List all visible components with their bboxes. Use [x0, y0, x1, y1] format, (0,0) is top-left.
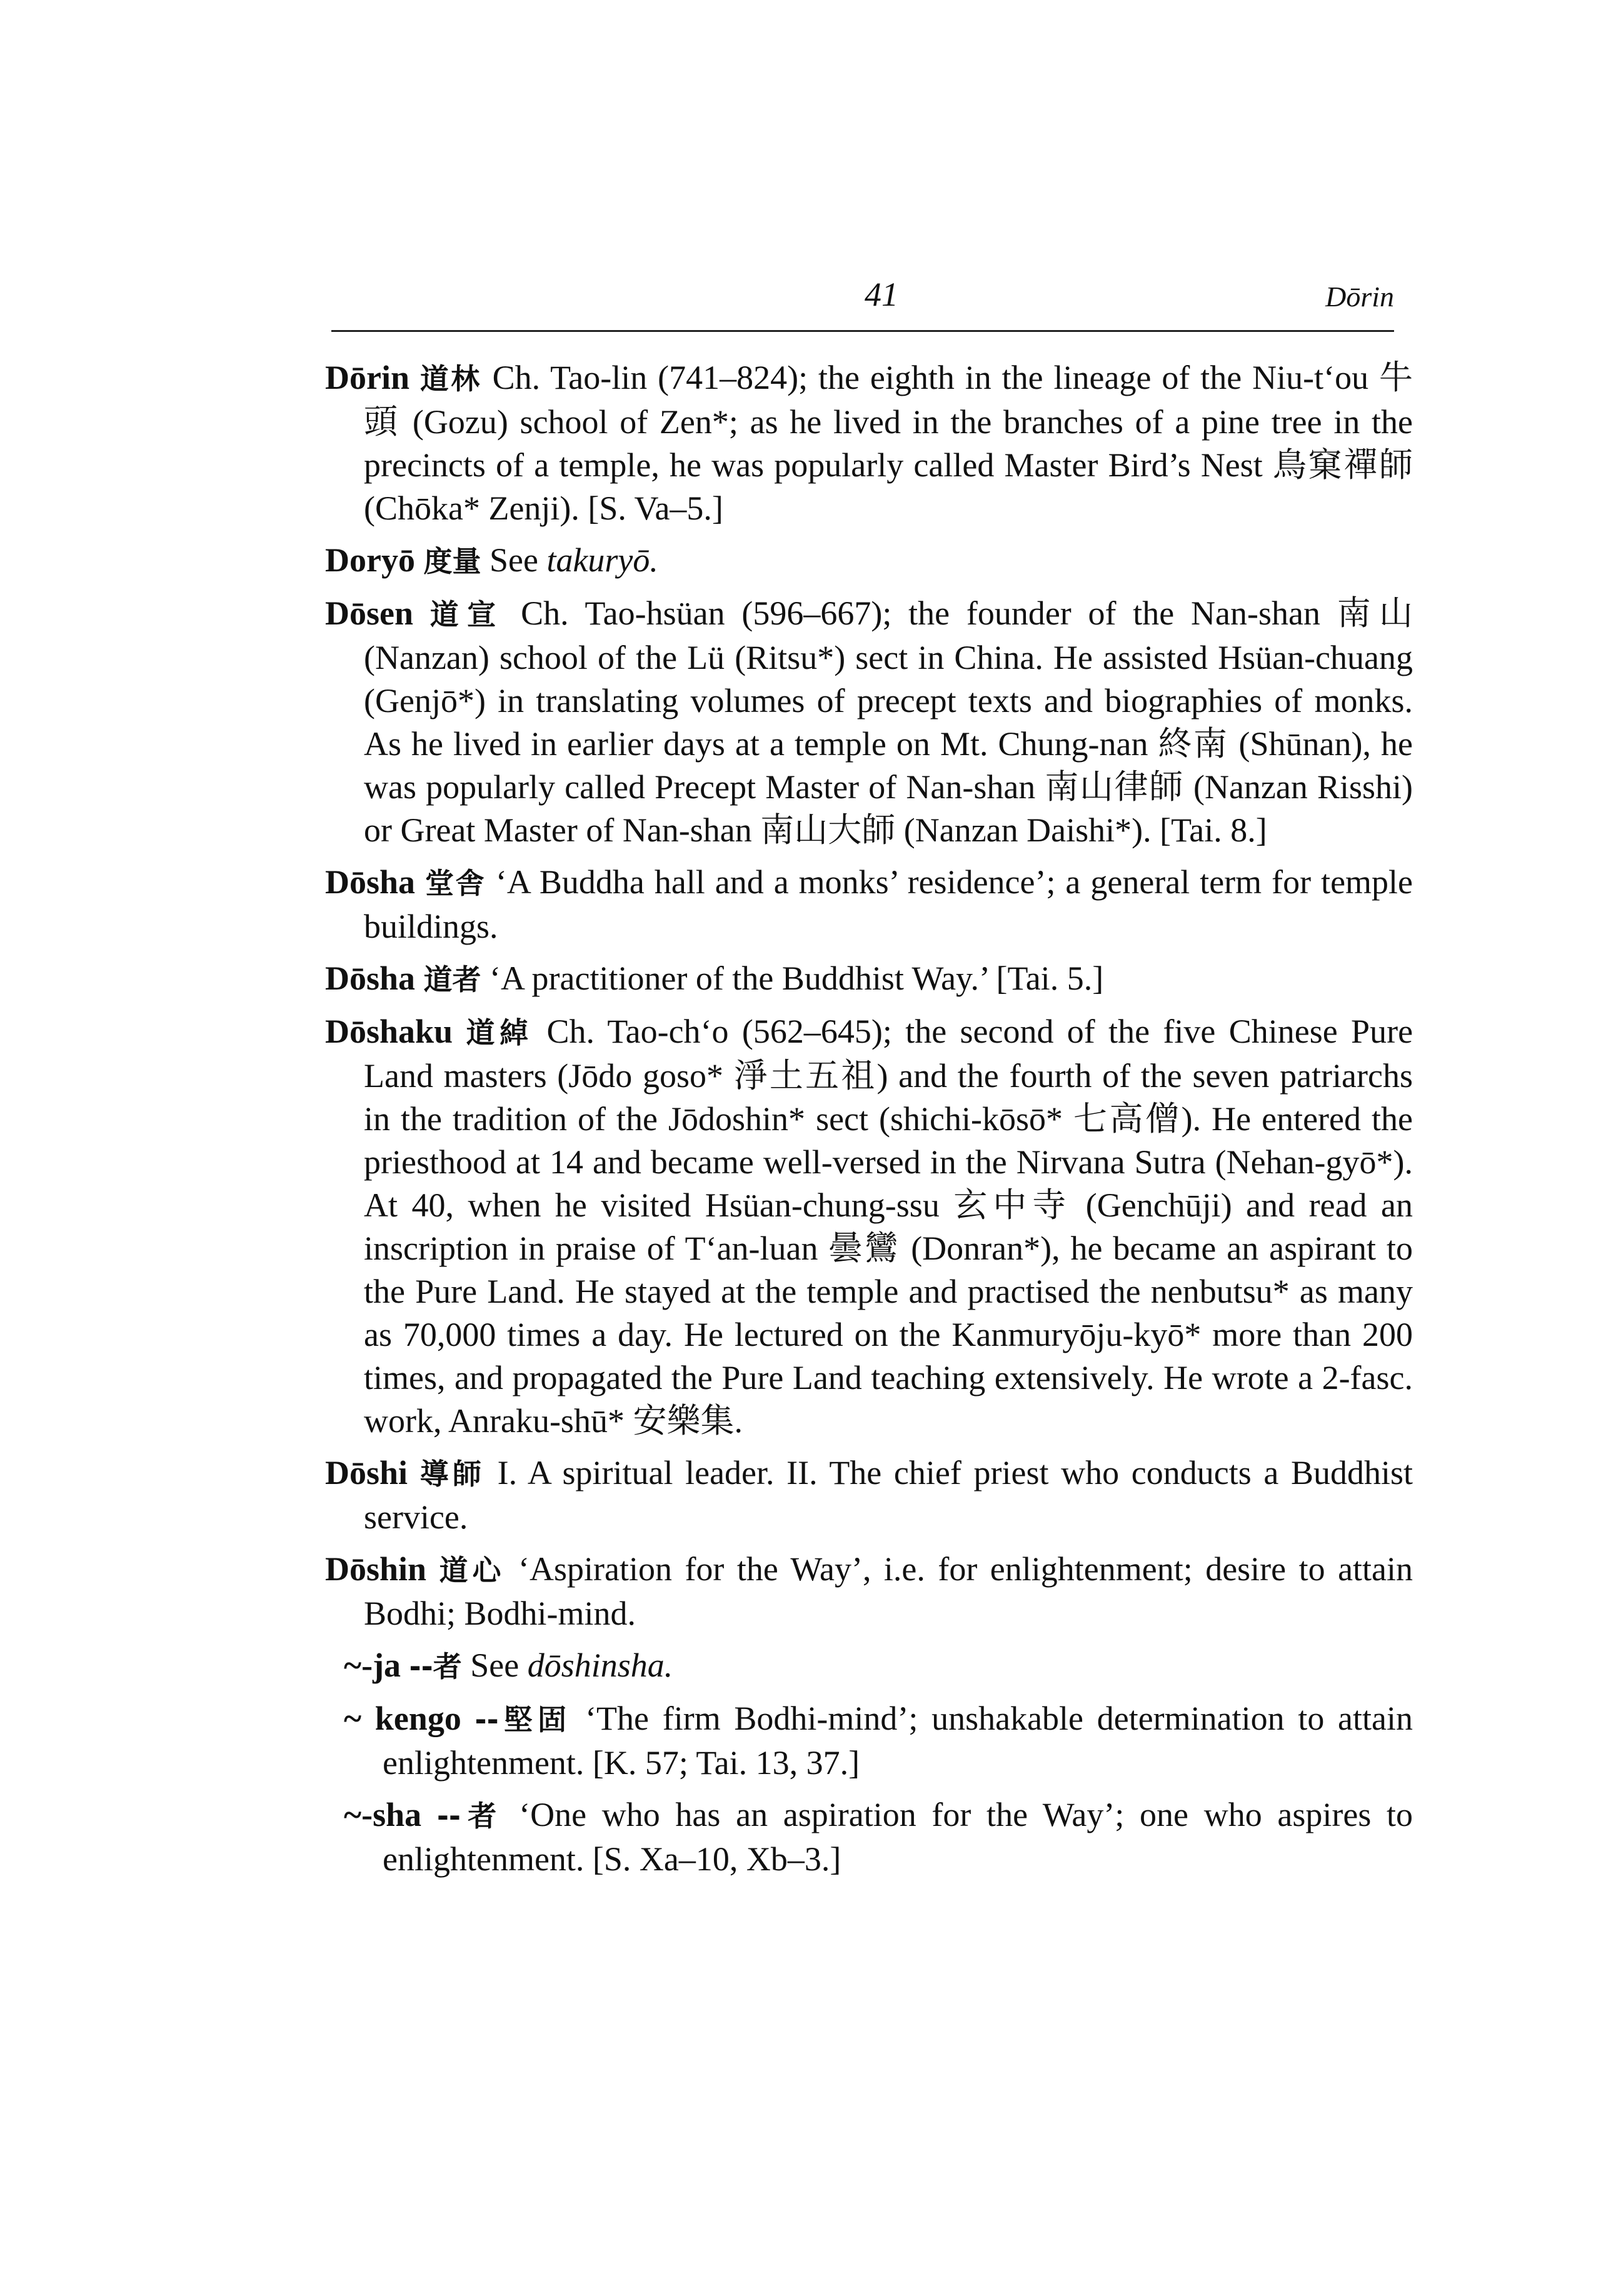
- header-rule: [331, 330, 1394, 332]
- entry-kanji: 度量: [423, 544, 481, 578]
- entry-doshaku: [325, 1010, 1413, 1443]
- entry-definition: ‘Aspiration for the Way’, i.e. for enlightenment; desire to attain Bodhi; Bodhi-mind.: [364, 1550, 1413, 1632]
- entry-headword: Doryō: [325, 541, 415, 579]
- entry-kanji: 堂舎: [425, 866, 486, 900]
- entry-definition: I. A spiritual leader. II. The chief priest who conducts a Buddhist service.: [364, 1454, 1413, 1536]
- entry-headword: Dōsen: [325, 594, 414, 632]
- entry-kanji: 道宣: [429, 598, 504, 631]
- entry-definition: ‘The firm Bodhi-mind’; unshakable determination to attain enlightenment. [K. 57; Tai. 13, 37.]: [383, 1700, 1413, 1782]
- entry-definition: Ch. Tao-hsüan (596–667); the founder of the Nan-shan 南山 (Nanzan) school of the Lü (Ritsu*) sect in China. He assisted Hsüan-chuang (Genjō*) in translating volumes of precept texts and biographies of monks. As he lived in earlier days at a temple on Mt. Chung-nan 終南 (Shūnan), he was popularly called Precept Master of Nan-shan 南山律師 (Nanzan Risshi) or Great Master of Nan-shan 南山大師 (Nanzan Daishi*). [Tai. 8.]: [364, 594, 1413, 849]
- entry-dorin: [325, 356, 1413, 530]
- running-head: [331, 275, 1394, 325]
- page-number: 41: [865, 276, 898, 313]
- entry-doshin-sha: [344, 1793, 1413, 1881]
- entry-dosha-practitioner: [325, 957, 1413, 1001]
- entry-doshin: [325, 1548, 1413, 1635]
- see-label: See: [470, 1647, 519, 1684]
- entry-definition: Ch. Tao-lin (741–824); the eighth in the lineage of the Niu-t‘ou 牛頭 (Gozu) school of Zen*; as he lived in the branches of a pine tree in the precincts of a temple, he was popularly called Master Bird’s Nest 鳥窠禪師 (Chōka* Zenji). [S. Va–5.]: [364, 359, 1413, 527]
- entry-kanji: 道林: [419, 362, 482, 396]
- entry-definition: ‘A Buddha hall and a monks’ residence’; a general term for temple buildings.: [364, 863, 1413, 945]
- entry-headword: Dōsha: [325, 863, 416, 901]
- entry-doshin-ja: [344, 1644, 1413, 1688]
- running-head-word: Dōrin: [1325, 281, 1394, 313]
- entry-headword: Dōrin: [325, 359, 409, 396]
- see-label: See: [489, 541, 538, 579]
- entry-kanji: 道心: [439, 1553, 506, 1587]
- entry-kanji: --者: [436, 1799, 504, 1833]
- entry-headword: ~ kengo: [344, 1700, 461, 1737]
- entry-definition: ‘A practitioner of the Buddhist Way.’ [Tai. 5.]: [489, 960, 1104, 997]
- cross-reference: dōshinsha.: [527, 1647, 673, 1684]
- entry-headword: Dōsha: [325, 960, 416, 997]
- entry-headword: Dōshaku: [325, 1013, 453, 1050]
- entry-doryo: [325, 539, 1413, 583]
- entry-doshin-kengo: [344, 1697, 1413, 1785]
- cross-reference: takuryō.: [546, 541, 658, 579]
- entry-headword: ~-ja: [344, 1647, 401, 1684]
- entry-definition: ‘One who has an aspiration for the Way’; one who aspires to enlightenment. [S. Xa–10, Xb–3.]: [383, 1796, 1413, 1878]
- entry-headword: Dōshi: [325, 1454, 408, 1491]
- entry-headword: Dōshin: [325, 1550, 427, 1588]
- entry-kanji: 道綽: [466, 1016, 534, 1050]
- entry-list: [325, 356, 1413, 1890]
- entry-kanji: 道者: [423, 963, 481, 996]
- entry-headword: ~-sha: [344, 1796, 422, 1833]
- entry-kanji: --者: [409, 1650, 462, 1683]
- entry-definition: Ch. Tao-ch‘o (562–645); the second of the five Chinese Pure Land masters (Jōdo goso* 淨土五祖) and the fourth of the seven patriarchs in the tradition of the Jōdoshin* sect (shichi-kōsō* 七高僧). He entered the priesthood at 14 and became well-versed in the Nirvana Sutra (Nehan-gyō*). At 40, when he visited Hsüan-chung-ssu 玄中寺 (Genchūji) and read an inscription in praise of T‘an-luan 曇鸞 (Donran*), he became an aspirant to the Pure Land. He stayed at the temple and practised the nenbutsu* as many as 70,000 times a day. He lectured on the Kanmuryōju-kyō* more than 200 times, and propagated the Pure Land teaching extensively. He wrote a 2-fasc. work, Anraku-shū* 安樂集.: [364, 1013, 1413, 1440]
- entry-dosen: [325, 592, 1413, 852]
- entry-kanji: --堅固: [474, 1703, 572, 1737]
- entry-dosha-buildings: [325, 861, 1413, 948]
- entry-doshi: [325, 1451, 1413, 1539]
- entry-kanji: 導師: [419, 1457, 486, 1491]
